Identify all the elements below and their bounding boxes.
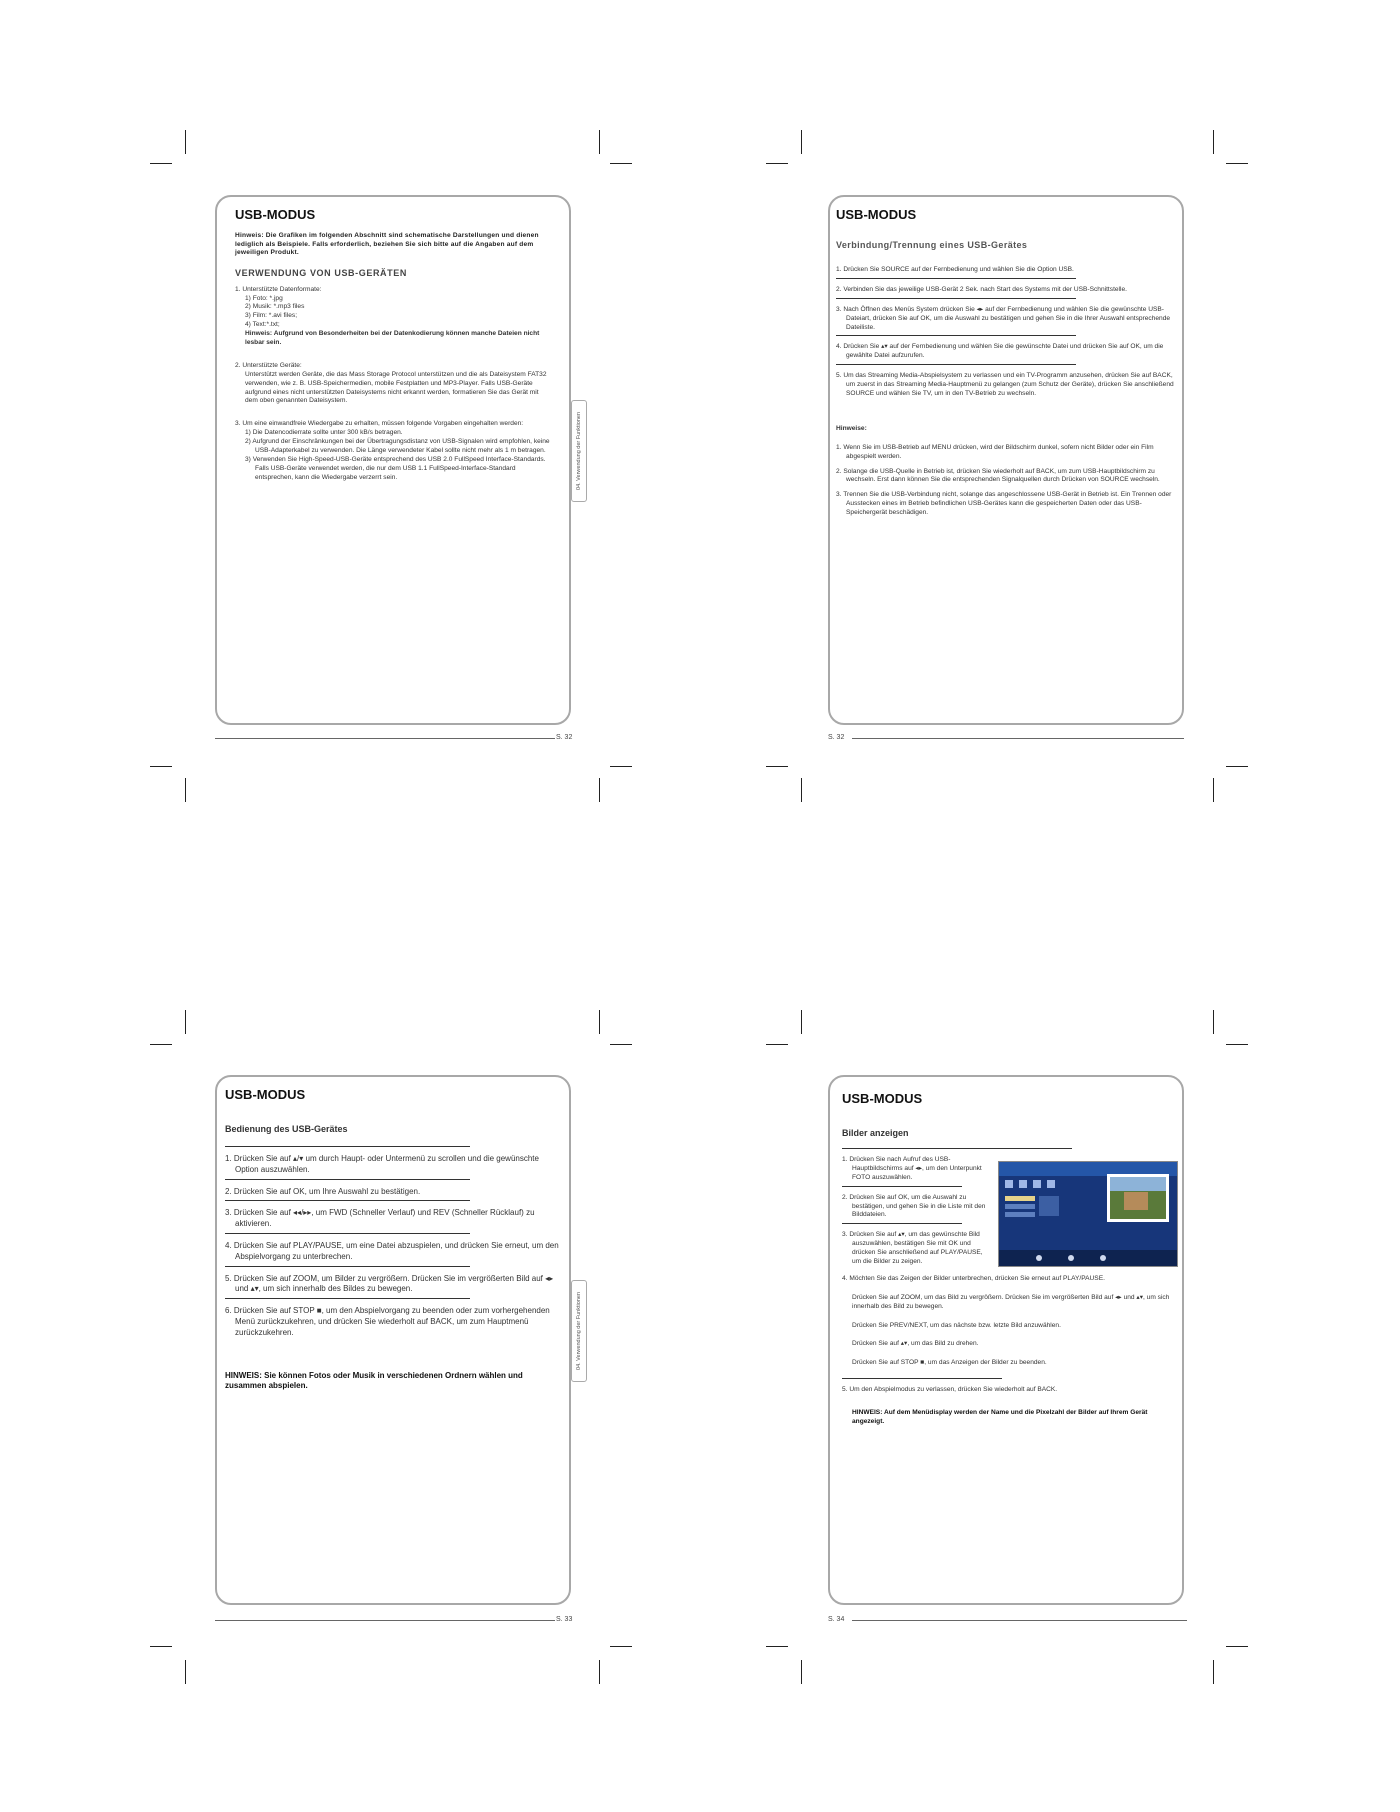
section-title: VERWENDUNG VON USB-GERÄTEN: [235, 267, 407, 278]
step-4-rotate: Drücken Sie auf ▴▾, um das Bild zu drehen.: [852, 1340, 979, 1348]
page-2: [828, 195, 1184, 725]
step-4: 4. Drücken Sie auf PLAY/PAUSE, um eine Datei abzuspielen, und drücken Sie erneut, um den Abspielvorgang zu unterbrechen.: [225, 1240, 559, 1261]
playback-heading: 3. Um eine einwandfreie Wiedergabe zu erhalten, müssen folgende Vorgaben eingehalten werden:: [235, 420, 524, 428]
page-title: USB-MODUS: [836, 207, 917, 222]
step-3: 3. Drücken Sie auf ◂◂/▸▸, um FWD (Schneller Verlauf) und REV (Schneller Rücklauf) zu aktivieren.: [225, 1208, 535, 1229]
step-4-prev-next: Drücken Sie PREV/NEXT, um das nächste bzw. letzte Bild anzuwählen.: [852, 1321, 1061, 1329]
steps-list: [836, 266, 1176, 518]
step-3: 3. Drücken Sie auf ▴▾, um das gewünschte Bild auszuwählen, bestätigen Sie mit OK und drücken Sie anschließend auf PLAY/PAUSE, um die Bilder zu zeigen.: [842, 1231, 983, 1266]
tv-screenshot-image: [998, 1161, 1178, 1267]
page-title: USB-MODUS: [225, 1087, 306, 1102]
playback-rule-3: 3) Verwenden Sie High-Speed-USB-Geräte entsprechend des USB 2.0 FullSpeed Interface-Standards. Falls USB-Geräte verwendet werden, die nur dem USB 1.1 FullSpeed-Interface-Standard entsprechen, kann die Wiedergabe verzerrt sein.: [245, 455, 546, 481]
page-title: USB-MODUS: [235, 207, 316, 222]
devices-body: Unterstützt werden Geräte, die das Mass Storage Protocol unterstützen und die als Dateisystem FAT32 verwenden, wie z. B. USB-Speichermedien, mobile Festplatten und MP3-Player. Falls USB-Geräte aufgrund eines nicht unterstützten Dateisystems nicht erkannt werden, formatieren Sie das Gerät mit dem oben genannten Dateisystem.: [245, 370, 547, 405]
step-4-zoom: Drücken Sie auf ZOOM, um das Bild zu vergrößern. Drücken Sie im vergrößerten Bild auf ◂▸ und ▴▾, um sich innerhalb des Bild zu bewegen.: [852, 1293, 1170, 1310]
formats-note: Hinweis: Aufgrund von Besonderheiten bei der Datenkodierung können manche Dateien nicht lesbar sein.: [245, 330, 540, 347]
step-6: 6. Drücken Sie auf STOP ■, um den Abspielvorgang zu beenden oder zum vorhergehenden Menü zurückzukehren, und drücken Sie wiederholt auf BACK, um zum Hauptmenü zurückzukehren.: [225, 1306, 550, 1337]
tv-screenshot-graphic: [999, 1162, 1177, 1266]
formats-heading: 1. Unterstützte Datenformate:: [235, 285, 322, 293]
footer-line: [215, 1620, 555, 1621]
section-subtitle: Bedienung des USB-Gerätes: [225, 1124, 348, 1134]
formats-block: [235, 286, 551, 348]
page-1: [215, 195, 571, 725]
steps-list: [225, 1146, 561, 1392]
footer-line: [852, 738, 1184, 739]
playback-rule-2: 2) Aufgrund der Einschränkungen bei der Übertragungsdistanz von USB-Signalen wird empfohlen, keine USB-Adapterkabel zu verwenden. Die Länge verwendeter Kabel sollte nicht mehr als 1 m betragen.: [245, 438, 550, 455]
devices-block: [235, 362, 551, 406]
step-4: 4. Möchten Sie das Zeigen der Bilder unterbrechen, drücken Sie erneut auf PLAY/PAUSE.: [842, 1274, 1105, 1282]
hint-1: 1. Wenn Sie im USB-Betrieb auf MENU drücken, wird der Bildschirm dunkel, sofern nicht Bilder oder ein Film abgespielt werden.: [836, 443, 1154, 460]
step-4: 4. Drücken Sie ▴▾ auf der Fernbedienung und wählen Sie die gewünschte Datei und drücken Sie auf OK, um die gewählte Datei aufzurufen.: [836, 343, 1164, 360]
step-5: 5. Drücken Sie auf ZOOM, um Bilder zu vergrößern. Drücken Sie im vergrößerten Bild auf ◂▸ und ▴▾, um sich innerhalb des Bildes zu bewegen.: [225, 1273, 554, 1294]
hints-heading: Hinweise:: [836, 424, 867, 432]
format-music: 2) Musik: *.mp3 files: [245, 303, 305, 311]
step-5: 5. Um den Abspielmodus zu verlassen, drücken Sie wiederholt auf BACK.: [842, 1386, 1058, 1394]
step-2: 2. Drücken Sie auf OK, um die Auswahl zu bestätigen, und gehen Sie in die Liste mit den Bilddateien.: [842, 1193, 986, 1219]
format-film: 3) Film: *.avi files;: [245, 312, 298, 320]
page-number: S. 32: [556, 734, 573, 741]
step-1: 1. Drücken Sie nach Aufruf des USB-Hauptbildschirms auf ◂▸, um den Unterpunkt FOTO auszuwählen.: [842, 1156, 982, 1181]
step-5: 5. Um das Streaming Media-Abspielsystem zu verlassen und ein TV-Programm anzusehen, drücken Sie auf BACK, um zuerst in das Streaming Media-Hauptmenü zu gelangen (zum Schutz der Geräte), drücken Sie anschließend SOURCE und wählen Sie TV, um in den TV-Betrieb zu wechseln.: [836, 372, 1174, 398]
page-number: S. 33: [556, 1616, 573, 1623]
step-3: 3. Nach Öffnen des Menüs System drücken Sie ◂▸ auf der Fernbedienung und wählen Sie die gewünschte USB-Dateiart, drücken Sie auf OK, um die Auswahl zu bestätigen und gehen Sie in die Ihrer Auswahl entsprechende Dateiliste.: [836, 305, 1171, 331]
playback-block: [235, 420, 551, 482]
page-3: [215, 1075, 571, 1605]
hint-3: 3. Trennen Sie die USB-Verbindung nicht, solange das angeschlossene USB-Gerät in Betrieb ist. Ein Trennen oder Ausstecken eines im Betrieb befindlichen USB-Gerätes kann die gespeicherten Daten oder das USB-Speichergerät beschädigen.: [836, 491, 1172, 517]
page-number: S. 32: [828, 734, 845, 741]
note: HINWEIS: Sie können Fotos oder Musik in verschiedenen Ordnern wählen und zusammen abspielen.: [225, 1370, 523, 1391]
footer-line: [852, 1620, 1187, 1621]
step-4-stop: Drücken Sie auf STOP ■, um das Anzeigen der Bilder zu beenden.: [852, 1359, 1047, 1367]
page-number: S. 34: [828, 1616, 845, 1623]
section-subtitle: Verbindung/Trennung eines USB-Gerätes: [836, 240, 1028, 250]
step-2: 2. Verbinden Sie das jeweilige USB-Gerät 2 Sek. nach Start des Systems mit der USB-Schnittstelle.: [836, 285, 1127, 293]
section-subtitle: Bilder anzeigen: [842, 1128, 909, 1138]
intro-note: Hinweis: Die Grafiken im folgenden Abschnitt sind schematische Darstellungen und dienen lediglich als Beispiele. Falls erforderlich, beziehen Sie sich bitte auf die Angaben auf dem jeweiligen Produkt.: [235, 232, 539, 257]
step-1: 1. Drücken Sie auf ▴/▾ um durch Haupt- oder Untermenü zu scrollen und die gewünschte Option auszuwählen.: [225, 1154, 539, 1174]
step-1: 1. Drücken Sie SOURCE auf der Fernbedienung und wählen Sie die Option USB.: [836, 266, 1074, 273]
playback-rule-1: 1) Die Datencodierrate sollte unter 300 kB/s betragen.: [245, 429, 403, 437]
note: HINWEIS: Auf dem Menüdisplay werden der Name und die Pixelzahl der Bilder auf Ihrem Gerät angezeigt.: [852, 1409, 1148, 1426]
step-2: 2. Drücken Sie auf OK, um Ihre Auswahl zu bestätigen.: [225, 1186, 421, 1196]
side-tab: 04. Verwendung der Funktionen: [571, 1280, 587, 1382]
page-title: USB-MODUS: [842, 1091, 923, 1106]
format-text: 4) Text:*.txt;: [245, 321, 280, 329]
hint-2: 2. Solange die USB-Quelle in Betrieb ist, drücken Sie wiederholt auf BACK, um zum USB-Hauptbildschirm zu wechseln. Erst dann können Sie die entsprechenden Signalquellen durch Drücken von SOURCE wechseln.: [836, 467, 1160, 484]
devices-heading: 2. Unterstützte Geräte:: [235, 361, 302, 369]
side-tab: 04. Verwendung der Funktionen: [571, 400, 587, 502]
page-4: [828, 1075, 1184, 1605]
footer-line: [215, 738, 555, 739]
format-photo: 1) Foto: *.jpg: [245, 294, 283, 302]
